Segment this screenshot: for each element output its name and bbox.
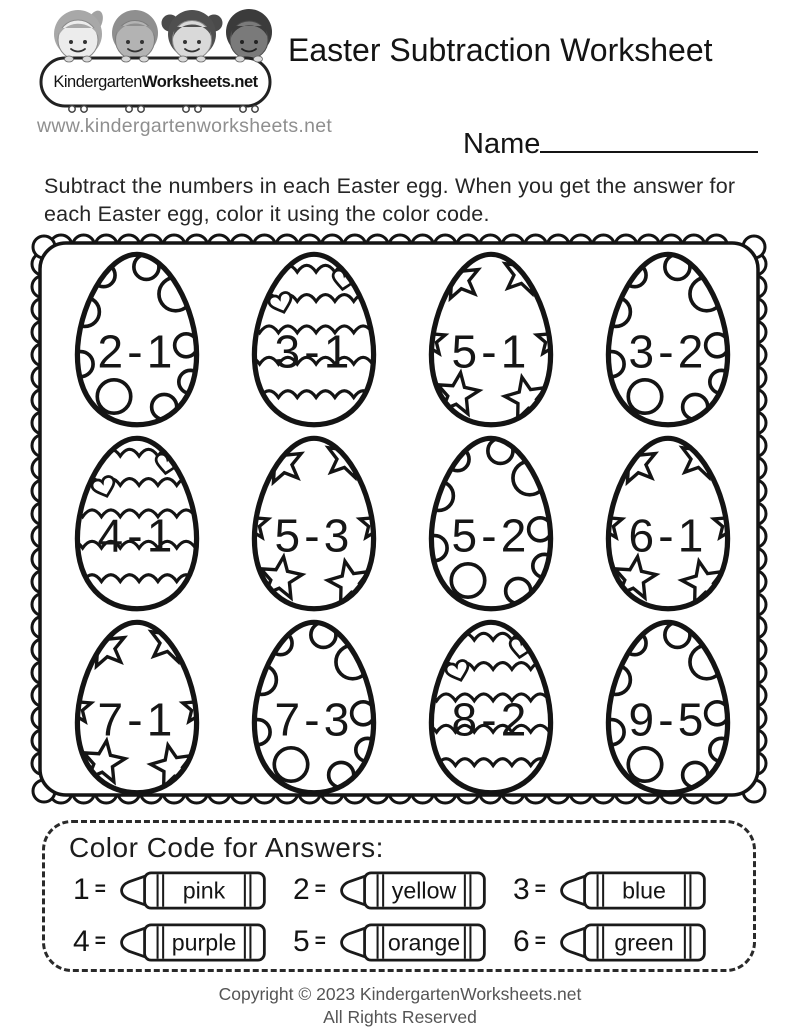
stars-egg-icon — [63, 615, 211, 799]
easter-egg — [63, 615, 211, 799]
subtraction-problem: 5-2 — [450, 509, 531, 562]
easter-egg — [594, 431, 742, 615]
page-title: Easter Subtraction Worksheet — [288, 32, 713, 68]
subtraction-problem: 5-1 — [450, 325, 531, 378]
egg-board — [40, 243, 758, 795]
equals-sign: = — [314, 931, 326, 952]
rights-text: All Rights Reserved — [323, 1006, 477, 1027]
color-name-label: pink — [182, 877, 226, 903]
easter-egg — [240, 615, 388, 799]
color-code-box — [42, 820, 756, 972]
color-code-entry — [73, 918, 293, 966]
crayon-icon — [333, 868, 489, 913]
easter-egg — [594, 247, 742, 431]
equals-sign: = — [534, 879, 546, 900]
easter-egg — [240, 247, 388, 431]
equals-sign: = — [534, 931, 546, 952]
kid-boy-curly-icon — [226, 9, 272, 59]
easter-egg — [63, 431, 211, 615]
color-code-entry — [513, 866, 733, 914]
kid-girl-pigtails-icon — [162, 10, 223, 60]
website-url: www.kindergartenworksheets.net — [37, 115, 333, 137]
dots-egg-icon — [594, 247, 742, 431]
stars-egg-icon — [594, 431, 742, 615]
crayon-icon — [553, 920, 709, 965]
subtraction-problem: 8-2 — [450, 693, 531, 746]
subtraction-problem: 3-2 — [627, 325, 708, 378]
logo-banner-text — [42, 58, 270, 106]
color-code-grid — [45, 866, 753, 966]
answer-number: 2 — [293, 873, 310, 906]
color-code-entry — [513, 918, 733, 966]
easter-egg — [417, 615, 565, 799]
answer-number: 3 — [513, 873, 530, 906]
copyright-text: Copyright © 2023 KindergartenWorksheets.net — [218, 984, 582, 1004]
easter-egg — [417, 431, 565, 615]
subtraction-problem: 2-1 — [96, 325, 177, 378]
easter-egg — [417, 247, 565, 431]
dots-egg-icon — [594, 615, 742, 799]
waves-egg-icon — [240, 247, 388, 431]
easter-egg — [63, 247, 211, 431]
name-label: Name — [463, 128, 541, 160]
crayon-icon — [113, 920, 269, 965]
color-code-entry — [293, 918, 513, 966]
subtraction-problem: 4-1 — [96, 509, 177, 562]
name-blank-line — [540, 122, 758, 153]
subtraction-problem: 6-1 — [627, 509, 708, 562]
dots-egg-icon — [63, 247, 211, 431]
subtraction-problem: 9-5 — [627, 693, 708, 746]
color-name-label: green — [614, 929, 674, 955]
crayon-icon — [113, 868, 269, 913]
color-code-heading: Color Code for Answers: — [69, 832, 384, 863]
answer-number: 5 — [293, 925, 310, 958]
subtraction-problem: 5-3 — [273, 509, 354, 562]
crayon-icon — [553, 868, 709, 913]
stars-egg-icon — [240, 431, 388, 615]
footer — [0, 983, 800, 1029]
subtraction-problem: 3-1 — [273, 325, 354, 378]
logo-text-regular: Kindergarten — [53, 72, 142, 91]
color-name-label: yellow — [391, 877, 457, 903]
color-code-entry — [293, 866, 513, 914]
color-name-label: blue — [621, 877, 666, 903]
dots-egg-icon — [240, 615, 388, 799]
answer-number: 6 — [513, 925, 530, 958]
equals-sign: = — [314, 879, 326, 900]
equals-sign: = — [94, 931, 106, 952]
subtraction-problem: 7-3 — [273, 693, 354, 746]
logo-text-bold: Worksheets.net — [141, 72, 258, 91]
waves-egg-icon — [417, 615, 565, 799]
egg-grid — [48, 247, 756, 787]
kid-girl-ponytail-icon — [54, 8, 106, 60]
color-name-label: purple — [171, 929, 237, 955]
dots-egg-icon — [417, 431, 565, 615]
stars-egg-icon — [417, 247, 565, 431]
crayon-icon — [333, 920, 489, 965]
instructions-text: Subtract the numbers in each Easter egg. When you get the answer for each Easter egg, color it using the color code. — [44, 174, 736, 227]
easter-egg — [594, 615, 742, 799]
waves-egg-icon — [63, 431, 211, 615]
kindergartenworksheets-logo — [38, 8, 273, 114]
equals-sign: = — [94, 879, 106, 900]
color-code-entry — [73, 866, 293, 914]
name-row — [463, 122, 758, 161]
subtraction-problem: 7-1 — [96, 693, 177, 746]
easter-egg — [240, 431, 388, 615]
color-name-label: orange — [387, 929, 460, 955]
answer-number: 4 — [73, 925, 90, 958]
answer-number: 1 — [73, 873, 90, 906]
kid-boy-icon — [112, 10, 158, 60]
